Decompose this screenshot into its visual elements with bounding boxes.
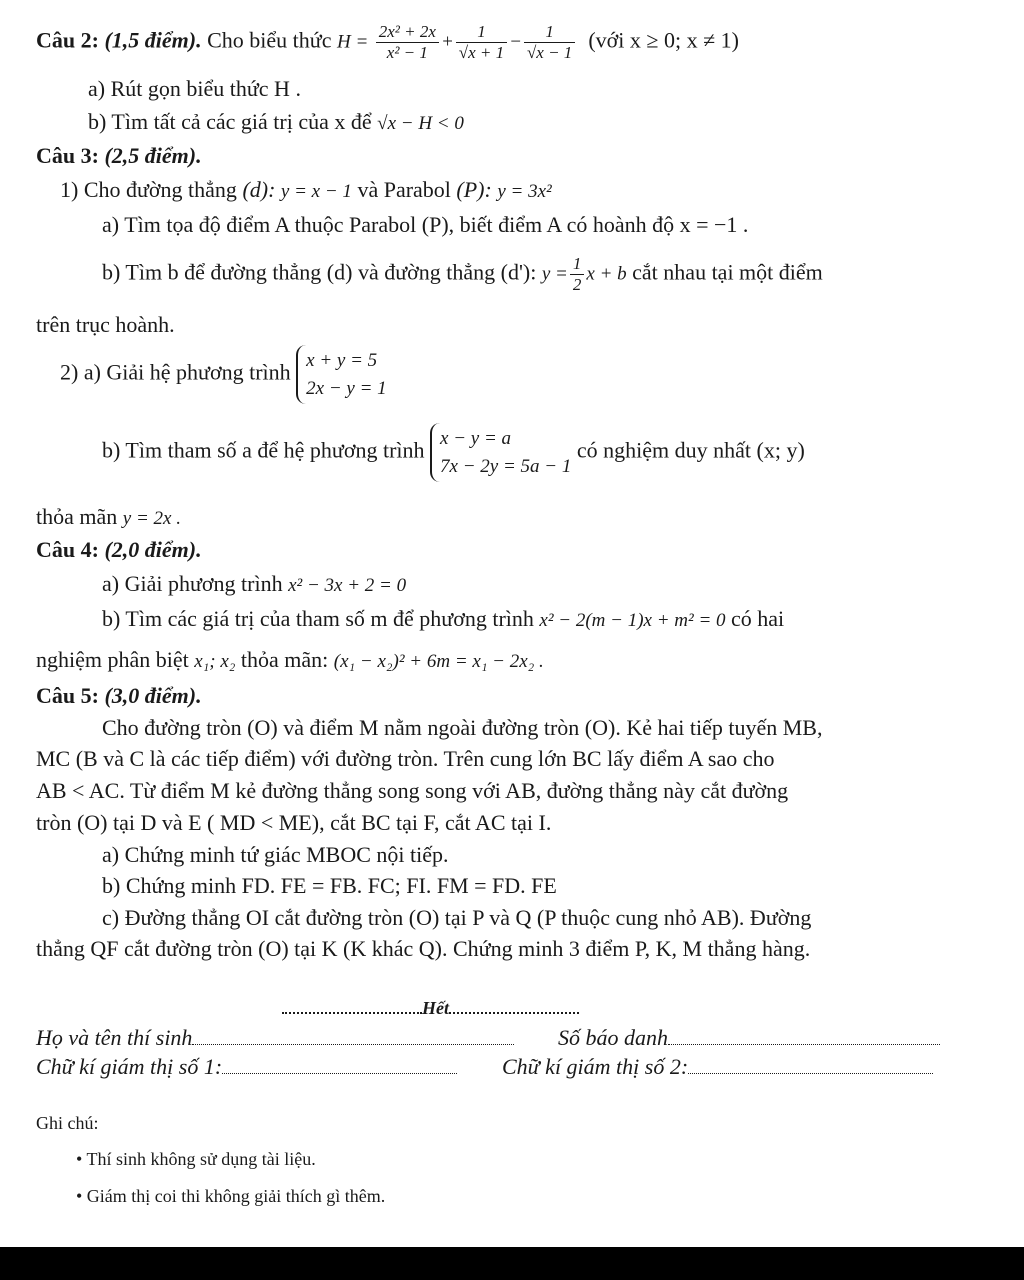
sbd-field: [558, 1025, 940, 1050]
q2-b-text: b) Tìm tất cả các giá trị của x để: [88, 109, 372, 134]
q2-points: (1,5 điểm).: [104, 27, 202, 53]
name-field: [36, 1025, 514, 1050]
sbd-label: Số báo danh: [558, 1025, 668, 1050]
q2-op-minus: −: [509, 31, 522, 53]
q4-part-b: [102, 606, 784, 632]
q3-p1b-fraction: [570, 255, 585, 294]
q3-part-1b: [102, 255, 823, 294]
q2-part-b: [88, 109, 464, 135]
q5-part-b: b) Chứng minh FD. FE = FB. FC; FI. FM = FD. FE: [102, 873, 557, 898]
q2-intro: Cho biểu thức: [207, 27, 332, 53]
q4-a-expr: x² − 3x + 2 = 0: [288, 575, 407, 596]
q4-b-cont-mid: thỏa mãn:: [240, 647, 329, 672]
q3-title: Câu 3:: [36, 143, 99, 168]
q4-points: (2,0 điểm).: [104, 537, 202, 562]
note-2: • Giám thị coi thi không giải thích gì thêm.: [76, 1186, 386, 1206]
q2-h-lhs: H =: [336, 31, 369, 53]
q3-p1-p: (P):: [456, 177, 492, 202]
q3-p1-and: và Parabol: [357, 177, 451, 202]
sig2-label: Chữ kí giám thị số 2:: [502, 1054, 689, 1079]
sig2-dots: [688, 1073, 933, 1074]
q4-part-a: [102, 571, 406, 597]
q3-p1b-den: 2: [572, 274, 582, 294]
q4-b-tail: có hai: [731, 606, 785, 631]
q3-p2b-cont-text: thỏa mãn: [36, 504, 118, 529]
q5-part-c-line2: thẳng QF cắt đường tròn (O) tại K (K khác Q). Chứng minh 3 điểm P, K, M thẳng hàng.: [36, 936, 811, 961]
q2-b-expr: √x − H < 0: [377, 113, 464, 134]
q3-sys1-line1: x + y = 5: [306, 350, 378, 371]
q2-f2-den: √x + 1: [458, 42, 505, 62]
q3-p1b-continuation: trên trục hoành.: [36, 312, 175, 337]
q3-p1b-num: 1: [570, 255, 585, 275]
q3-p2b-tail: có nghiệm duy nhất (x; y): [576, 437, 805, 463]
end-word: Hết: [422, 998, 449, 1018]
q3-p1b-tail: cắt nhau tại một điểm: [632, 259, 823, 285]
q2-condition: (với x ≥ 0; x ≠ 1): [588, 27, 739, 53]
q2-f3-num: 1: [524, 23, 575, 43]
q3-part-1: [60, 177, 552, 203]
q5-line-2: MC (B và C là các tiếp điểm) với đường tròn. Trên cung lớn BC lấy điểm A sao cho: [36, 746, 775, 771]
note-1: • Thí sinh không sử dụng tài liệu.: [76, 1149, 316, 1169]
q3-header: [36, 143, 202, 168]
q3-p1-d: (d):: [242, 177, 276, 202]
q4-b-cont-vars: x₁; x₂: [194, 651, 236, 672]
name-label: Họ và tên thí sinh: [36, 1025, 193, 1050]
q2-title: Câu 2:: [36, 27, 99, 53]
sig1-label: Chữ kí giám thị số 1:: [36, 1054, 223, 1079]
q3-p1b-rest: x + b: [586, 263, 627, 285]
q3-p2a-text: 2) a) Giải hệ phương trình: [60, 359, 291, 385]
q4-b-continuation: [36, 647, 544, 673]
q4-header: [36, 537, 202, 562]
q2-f3-den: √x − 1: [526, 42, 573, 62]
q2-fraction-1: [376, 23, 439, 62]
q3-part-1a: a) Tìm tọa độ điểm A thuộc Parabol (P), biết điểm A có hoành độ x = −1 .: [102, 212, 749, 237]
q3-sys2-line2: 7x − 2y = 5a − 1: [440, 455, 572, 477]
q2-part-a: a) Rút gọn biểu thức H .: [88, 76, 301, 101]
q4-b-cont-text: nghiệm phân biệt: [36, 647, 189, 672]
sig1-dots: [222, 1073, 457, 1074]
q3-part-2a: [60, 345, 387, 404]
sbd-dots: [668, 1044, 940, 1045]
end-dots-left: [282, 1012, 422, 1014]
name-dots: [192, 1044, 514, 1045]
q3-p1-intro: 1) Cho đường thẳng: [60, 177, 237, 202]
sig1-field: [36, 1054, 457, 1079]
q5-header: [36, 683, 202, 708]
q3-part-2b: [102, 423, 805, 482]
q2-op-plus: +: [440, 31, 454, 53]
q5-points: (3,0 điểm).: [104, 683, 202, 708]
q2-f1-den: x² − 1: [386, 42, 428, 62]
q4-b-text: b) Tìm các giá trị của tham số m để phương trình: [102, 606, 534, 631]
q2-fraction-3: [524, 23, 575, 62]
q3-sys1-line2: 2x − y = 1: [306, 377, 387, 399]
end-marker: [282, 998, 579, 1019]
q3-p1-eq1: y = x − 1: [280, 181, 352, 202]
q3-points: (2,5 điểm).: [104, 143, 202, 168]
q3-p2b-text: b) Tìm tham số a để hệ phương trình: [102, 437, 425, 463]
q3-p1b-y: y =: [541, 263, 568, 285]
end-dots-right: [449, 1012, 579, 1014]
q4-a-text: a) Giải phương trình: [102, 571, 283, 596]
q3-p2b-cont-expr: y = 2x .: [122, 508, 181, 529]
q3-sys2-line1: x − y = a: [440, 428, 512, 449]
q2-header: [36, 23, 739, 62]
q3-p1-eq2: y = 3x²: [497, 181, 552, 202]
q5-line-4: tròn (O) tại D và E ( MD < ME), cắt BC tại F, cắt AC tại I.: [36, 810, 552, 835]
note-title: Ghi chú:: [36, 1113, 99, 1133]
q4-b-cont-expr: (x₁ − x₂)² + 6m = x₁ − 2x₂ .: [333, 651, 544, 672]
q4-title: Câu 4:: [36, 537, 99, 562]
q4-b-expr: x² − 2(m − 1)x + m² = 0: [539, 610, 726, 631]
q5-part-c-line1: c) Đường thẳng OI cắt đường tròn (O) tại P và Q (P thuộc cung nhỏ AB). Đường: [102, 905, 812, 930]
q3-system-1: [296, 345, 387, 404]
q5-title: Câu 5:: [36, 683, 99, 708]
q3-p1b-text: b) Tìm b để đường thẳng (d) và đường thẳng (d'):: [102, 259, 537, 285]
q2-fraction-2: [456, 23, 507, 62]
q5-line-3: AB < AC. Từ điểm M kẻ đường thẳng song song với AB, đường thẳng này cắt đường: [36, 778, 789, 803]
sig2-field: [502, 1054, 933, 1079]
q2-f1-num: 2x² + 2x: [376, 23, 439, 43]
q2-f2-num: 1: [456, 23, 507, 43]
q5-part-a: a) Chứng minh tứ giác MBOC nội tiếp.: [102, 842, 449, 867]
q3-system-2: [430, 423, 571, 482]
bottom-black-bar: [0, 1247, 1024, 1280]
q3-p2b-continuation: [36, 504, 181, 530]
q5-line-1: Cho đường tròn (O) và điểm M nằm ngoài đường tròn (O). Kẻ hai tiếp tuyến MB,: [102, 715, 823, 740]
